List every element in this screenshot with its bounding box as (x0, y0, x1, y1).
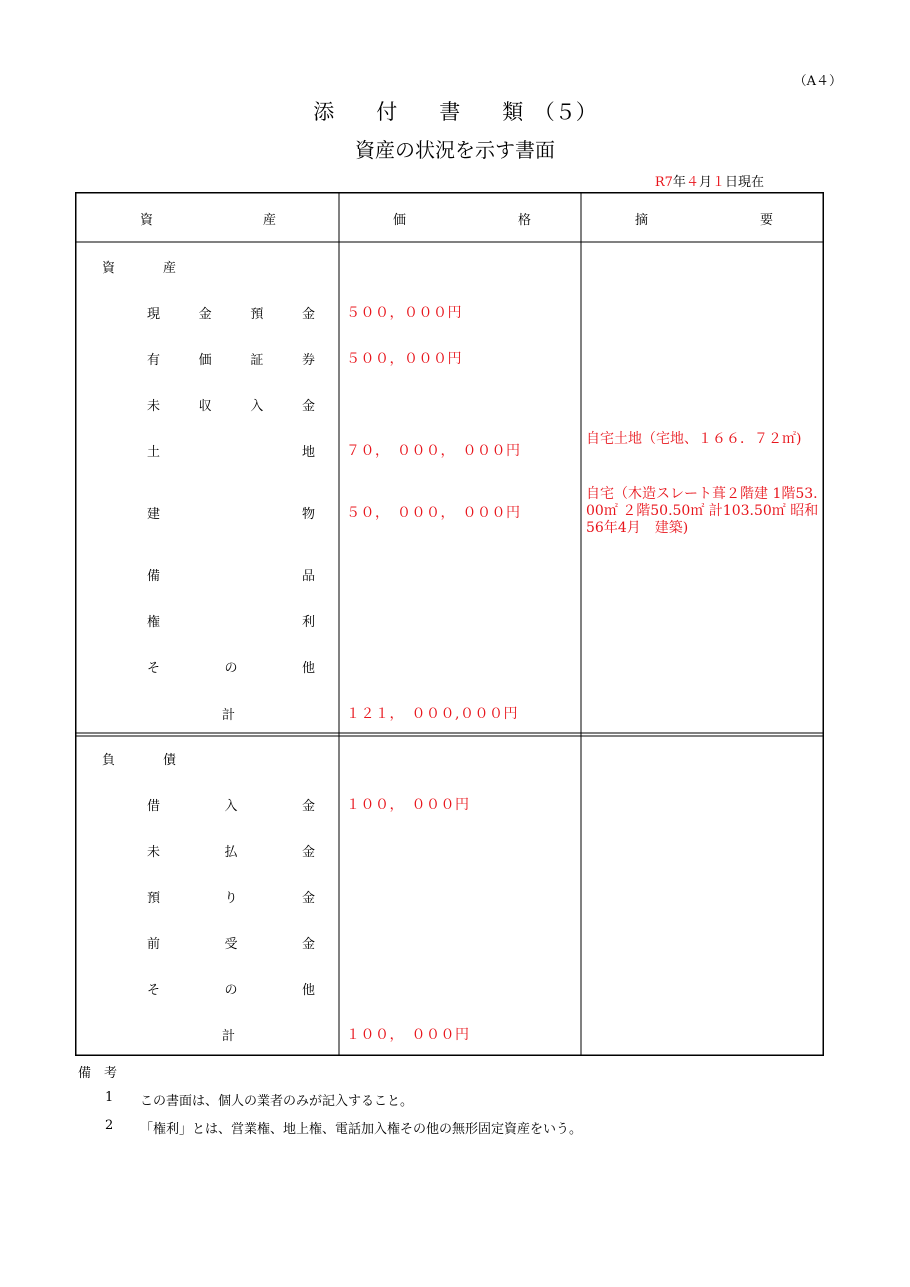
liabilities-total-label: 計 (222, 1029, 236, 1044)
remarks-heading: 備 考 (78, 1066, 118, 1081)
document-subtitle: 資産の状況を示す書面 (355, 138, 555, 162)
row-label-payables: 未 払 金 (147, 845, 315, 860)
liabilities-total-amount: １００， ０００円 (346, 1027, 470, 1043)
note-land: 自宅土地（宅地、１６６．７２㎡) (586, 431, 802, 447)
row-label-cash: 現 金 預 金 (147, 307, 315, 322)
row-label-receivables: 未 収 入 金 (147, 399, 315, 414)
header-price: 価 格 (393, 213, 531, 228)
row-label-other-assets: そ の 他 (147, 661, 315, 676)
row-label-land: 土 地 (147, 445, 315, 460)
assets-section-label: 資 産 (102, 261, 176, 276)
as-of-day: １ (711, 175, 725, 190)
as-of-era: R7 (654, 175, 673, 190)
amount-building: ５０， ０００， ０００円 (346, 505, 521, 521)
paper-size-label: （A４） (793, 74, 842, 89)
amount-land: ７０， ０００， ０００円 (346, 443, 521, 459)
row-label-other-liabilities: そ の 他 (147, 983, 315, 998)
as-of-month: ４ (685, 175, 699, 190)
row-label-equipment: 備 品 (147, 569, 315, 584)
amount-cash: ５００，０００円 (346, 305, 462, 321)
liabilities-section-label: 負 債 (102, 753, 176, 768)
document-title: 添 付 書 類 （５） (313, 100, 597, 124)
row-label-building: 建 物 (147, 507, 315, 522)
as-of-date (655, 171, 764, 190)
remark-1-text: この書面は、個人の業者のみが記入すること。 (140, 1094, 414, 1109)
amount-securities: ５００，０００円 (346, 351, 462, 367)
assets-total-label: 計 (222, 708, 236, 723)
row-label-advances-received: 前 受 金 (147, 937, 315, 952)
as-of-suffix: 日現在 (724, 175, 764, 190)
row-label-deposits-received: 預 り 金 (147, 891, 315, 906)
row-label-securities: 有 価 証 券 (147, 353, 315, 368)
header-summary: 摘 要 (635, 213, 773, 228)
assets-total-amount: １２１， ０００,０００円 (346, 706, 518, 722)
as-of-month-unit: 月 (698, 175, 712, 190)
amount-borrowings: １００， ０００円 (346, 797, 470, 813)
remark-1-number: 1 (105, 1090, 114, 1105)
row-label-borrowings: 借 入 金 (147, 799, 315, 814)
header-asset: 資 産 (140, 213, 276, 228)
remark-2-text: 「権利」とは、営業権、地上権、電話加入権その他の無形固定資産をいう。 (140, 1122, 583, 1137)
as-of-year-unit: 年 (672, 175, 686, 190)
remark-2-number: 2 (105, 1118, 114, 1133)
row-label-rights: 権 利 (147, 615, 315, 630)
note-building: 自宅（木造スレート葺２階建 1階53.00㎡ ２階50.50㎡ 計103.50㎡ 昭和56年4月 建築) (586, 486, 819, 536)
